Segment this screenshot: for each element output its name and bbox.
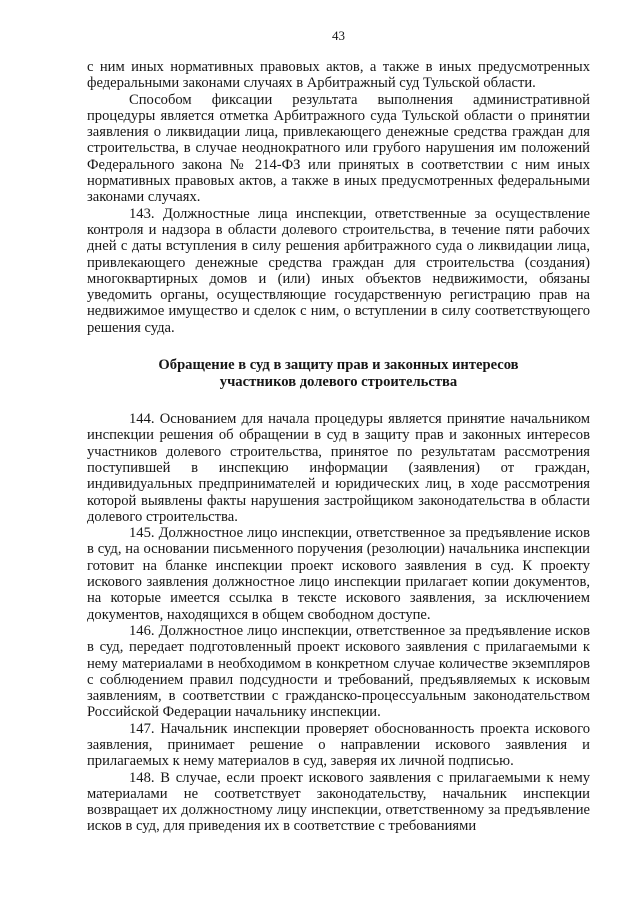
document-page <box>87 28 590 835</box>
paragraph-145: 145. Должностное лицо инспекции, ответственное за предъявление исков в суд, на основании письменного поручения (резолюции) начальника инспекции готовит на бланке инспекции проект искового заявления в суд. К проекту искового заявления должностное лицо инспекции прилагает копии документов, на которые имеется ссылка в тексте искового заявления, за исключением документов, находящихся в общем свободном доступе. <box>87 525 590 623</box>
page-number: 43 <box>332 28 345 43</box>
paragraph-144: 144. Основанием для начала процедуры является принятие начальником инспекции решения об обращении в суд в защиту прав и законных интересов участников долевого строительства, принятое по результатам рассмотрения поступившей в инспекцию информации (заявления) от граждан, индивидуальных предпринимателей и юридических лиц, в ходе рассмотрения которой выявлены факты нарушения застройщиком законодательства в области долевого строительства. <box>87 411 590 525</box>
paragraph-148: 148. В случае, если проект искового заявления с прилагаемыми к нему материалами не соответствует законодательству, начальник инспекции возвращает их должностному лицу инспекции, ответственному за предъявление исков в суд, для приведения их в соответствие с требованиями <box>87 769 590 835</box>
paragraph-fixation-method: Способом фиксации результата выполнения административной процедуры является отметка Арбитражного суда Тульской области о принятии заявления о ликвидации лица, привлекающего денежные средства граждан для строительства, в случае неоднократного или грубого нарушения им положений Федерального закона № 214-ФЗ или принятых в соответствии с ним иных нормативных правовых актов, а также в иных предусмотренных федеральными законами случаях. <box>87 91 590 206</box>
section-heading-line-2: участников долевого строительства <box>219 373 458 390</box>
section-heading-line-1: Обращение в суд в защиту прав и законных интересов <box>158 357 519 374</box>
section-heading <box>87 357 590 390</box>
paragraph-continuation: с ним иных нормативных правовых актов, а также в иных предусмотренных федеральными законами случаях в Арбитражный суд Тульской области. <box>87 59 590 92</box>
paragraph-143: 143. Должностные лица инспекции, ответственные за осуществление контроля и надзора в области долевого строительства, в течение пяти рабочих дней с даты вступления в силу решения арбитражного суда о ликвидации лица, привлекающего денежные средства граждан для строительства (создания) многоквартирных домов и (или) иных объектов недвижимости, обязаны уведомить органы, осуществляющие государственную регистрацию прав на недвижимое имущество и сделок с ним, о вступлении в силу соответствующего решения суда. <box>87 205 590 336</box>
paragraph-146: 146. Должностное лицо инспекции, ответственное за предъявление исков в суд, передает подготовленный проект искового заявления с прилагаемыми к нему материалами в необходимом в конкретном случае количестве экземпляров с соблюдением правил подсудности и требований, предъявляемых к исковым заявлениям, в соответствии с гражданско-процессуальным законодательством Российской Федерации начальнику инспекции. <box>87 622 590 721</box>
paragraph-147: 147. Начальник инспекции проверяет обоснованность проекта искового заявления, принимает решение о направлении искового заявления и прилагаемых к нему материалов в суд, заверяя их личной подписью. <box>87 720 590 770</box>
